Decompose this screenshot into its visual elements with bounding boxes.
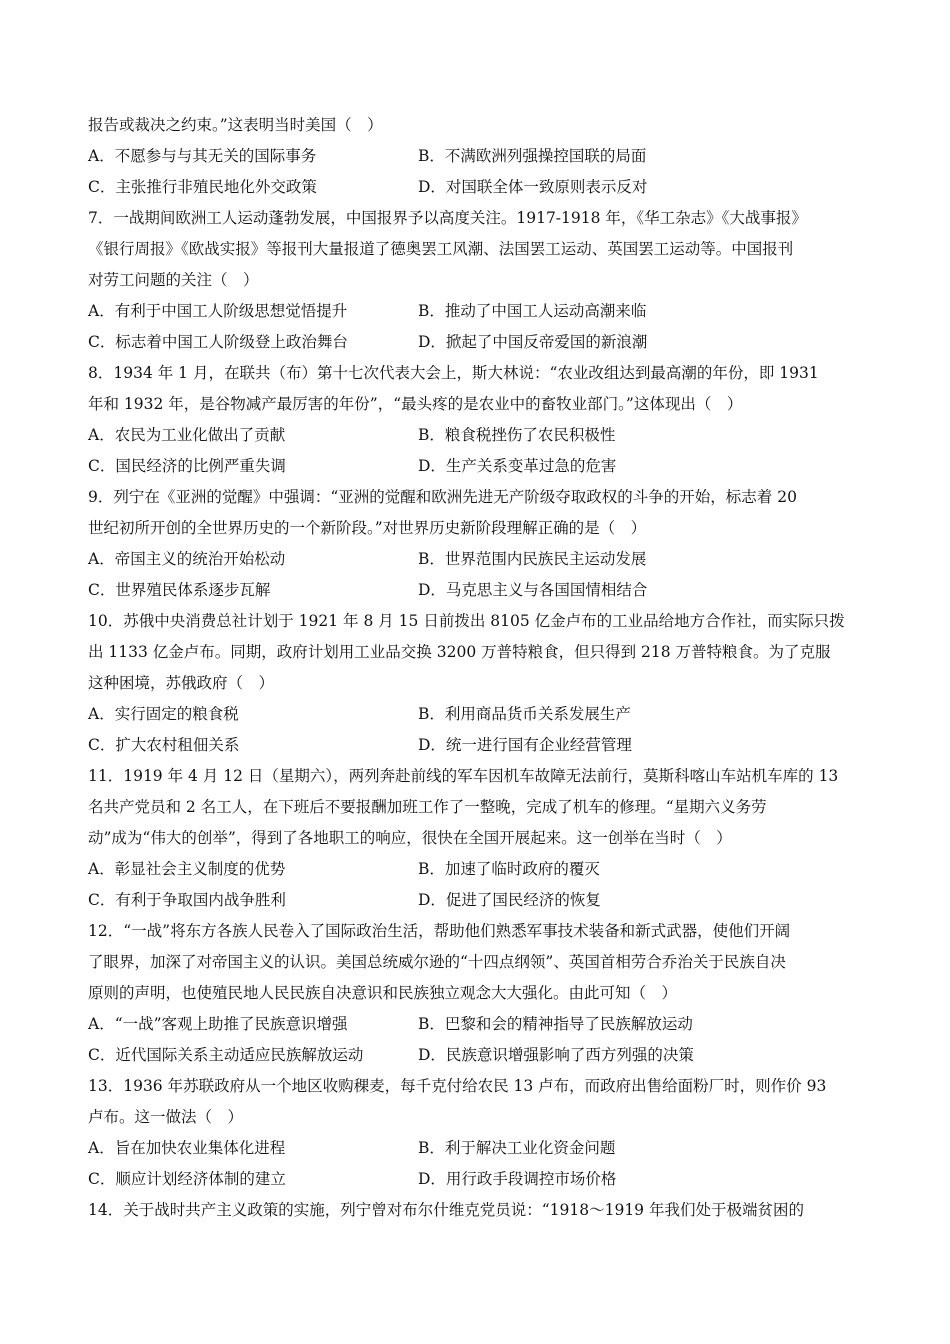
question-12-stem: 原则的声明，也使殖民地人民民族自决意识和民族独立观念大大强化。由此可知（ ）	[88, 984, 678, 1002]
question-10-stem: 出 1133 亿金卢布。同期，政府计划用工业品交换 3200 万普特粮食，但只得到 218 万普特粮食。为了克服	[88, 643, 831, 661]
question-8-options-cd	[88, 451, 878, 482]
question-7-options-ab	[88, 296, 878, 327]
option-d: D．对国联全体一致原则表示反对	[418, 178, 648, 196]
question-10-options-cd	[88, 730, 878, 761]
question-8-options-ab	[88, 420, 878, 451]
question-12-options-cd	[88, 1040, 878, 1071]
question-13-options-ab	[88, 1133, 878, 1164]
question-7-stem: 《银行周报》《欧战实报》等报刊大量报道了德奥罢工风潮、法国罢工运动、英国罢工运动等。中国报刊	[88, 240, 794, 258]
question-8-stem: 年和 1932 年，是谷物减产最厉害的年份”，“最头疼的是农业中的畜牧业部门。”这体现出（ ）	[88, 395, 743, 413]
option-c: C．顺应计划经济体制的建立	[88, 1170, 286, 1188]
option-b: B．利用商品货币关系发展生产	[418, 705, 631, 723]
option-d: D．马克思主义与各国国情相结合	[418, 581, 648, 599]
option-b: B．不满欧洲列强操控国联的局面	[418, 147, 647, 165]
question-11-options-cd	[88, 885, 878, 916]
option-a: A．旨在加快农业集体化进程	[88, 1139, 286, 1157]
option-a: A．有利于中国工人阶级思想觉悟提升	[88, 302, 348, 320]
option-a: A．“一战”客观上助推了民族意识增强	[88, 1015, 348, 1033]
option-a: A．不愿参与与其无关的国际事务	[88, 147, 317, 165]
question-9-stem: 9．列宁在《亚洲的觉醒》中强调：“亚洲的觉醒和欧洲先进无产阶级夺取政权的斗争的开始，标志着 20	[88, 488, 797, 506]
question-10-options-ab	[88, 699, 878, 730]
question-12-options-ab	[88, 1009, 878, 1040]
option-b: B．巴黎和会的精神指导了民族解放运动	[418, 1015, 693, 1033]
question-13-stem: 13．1936 年苏联政府从一个地区收购稞麦，每千克付给农民 13 卢布，而政府出售给面粉厂时，则作价 93	[88, 1077, 827, 1095]
option-c: C．近代国际关系主动适应民族解放运动	[88, 1046, 364, 1064]
option-d: D．促进了国民经济的恢复	[418, 891, 601, 909]
option-b: B．粮食税挫伤了农民积极性	[418, 426, 616, 444]
option-c: C．世界殖民体系逐步瓦解	[88, 581, 271, 599]
question-7-stem: 对劳工问题的关注（ ）	[88, 271, 259, 289]
question-6-options-ab	[88, 141, 878, 172]
option-a: A．农民为工业化做出了贡献	[88, 426, 286, 444]
question-13-options-cd	[88, 1164, 878, 1195]
option-a: A．帝国主义的统治开始松动	[88, 550, 286, 568]
question-8-stem: 8．1934 年 1 月，在联共（布）第十七次代表大会上，斯大林说：“农业改组达到最高潮的年份，即 1931	[88, 364, 819, 382]
option-b: B．利于解决工业化资金问题	[418, 1139, 616, 1157]
question-11-stem: 动”成为“伟大的创举”，得到了各地职工的响应，很快在全国开展起来。这一创举在当时（ ）	[88, 829, 732, 847]
option-c: C．扩大农村租佃关系	[88, 736, 240, 754]
option-c: C．国民经济的比例严重失调	[88, 457, 286, 475]
option-b: B．世界范围内民族民主运动发展	[418, 550, 647, 568]
option-d: D．生产关系变革过急的危害	[418, 457, 617, 475]
option-b: B．推动了中国工人运动高潮来临	[418, 302, 647, 320]
option-a: A．实行固定的粮食税	[88, 705, 239, 723]
question-list	[88, 110, 878, 1226]
question-11-stem: 11．1919 年 4 月 12 日（星期六），两列奔赴前线的军车因机车故障无法前行，莫斯科喀山车站机车库的 13	[88, 767, 839, 785]
option-d: D．民族意识增强影响了西方列强的决策	[418, 1046, 694, 1064]
question-11-options-ab	[88, 854, 878, 885]
question-7-options-cd	[88, 327, 878, 358]
option-d: D．用行政手段调控市场价格	[418, 1170, 617, 1188]
question-9-options-cd	[88, 575, 878, 606]
question-9-stem: 世纪初所开创的全世界历史的一个新阶段。”对世界历史新阶段理解正确的是（ ）	[88, 519, 647, 537]
question-10-stem: 10．苏俄中央消费总社计划于 1921 年 8 月 15 日前拨出 8105 亿金卢布的工业品给地方合作社，而实际只拨	[88, 612, 845, 630]
question-12-stem: 了眼界，加深了对帝国主义的认识。美国总统威尔逊的“十四点纲领”、英国首相劳合乔治关于民族自决	[88, 953, 786, 971]
option-d: D．掀起了中国反帝爱国的新浪潮	[418, 333, 648, 351]
option-c: C．主张推行非殖民地化外交政策	[88, 178, 317, 196]
question-13-stem: 卢布。这一做法（ ）	[88, 1108, 244, 1126]
option-c: C．有利于争取国内战争胜利	[88, 891, 286, 909]
question-9-options-ab	[88, 544, 878, 575]
option-a: A．彰显社会主义制度的优势	[88, 860, 286, 878]
question-10-stem: 这种困境，苏俄政府（ ）	[88, 674, 275, 692]
option-b: B．加速了临时政府的覆灭	[418, 860, 600, 878]
question-11-stem: 名共产党员和 2 名工人，在下班后不要报酬加班工作了一整晚，完成了机车的修理。“星期六义务劳	[88, 798, 767, 816]
question-6-stem-end: 报告或裁决之约束。”这表明当时美国（ ）	[88, 116, 383, 134]
question-6-options-cd	[88, 172, 878, 203]
question-7-stem: 7．一战期间欧洲工人运动蓬勃发展，中国报界予以高度关注。1917-1918 年，《华工杂志》《大战事报》	[88, 209, 807, 227]
option-d: D．统一进行国有企业经营管理	[418, 736, 632, 754]
question-12-stem: 12．“一战”将东方各族人民卷入了国际政治生活，帮助他们熟悉军事技术装备和新式武器，使他们开阔	[88, 922, 791, 940]
option-c: C．标志着中国工人阶级登上政治舞台	[88, 333, 348, 351]
question-14-stem: 14．关于战时共产主义政策的实施，列宁曾对布尔什维克党员说：“1918～1919 年我们处于极端贫困的	[88, 1201, 804, 1219]
